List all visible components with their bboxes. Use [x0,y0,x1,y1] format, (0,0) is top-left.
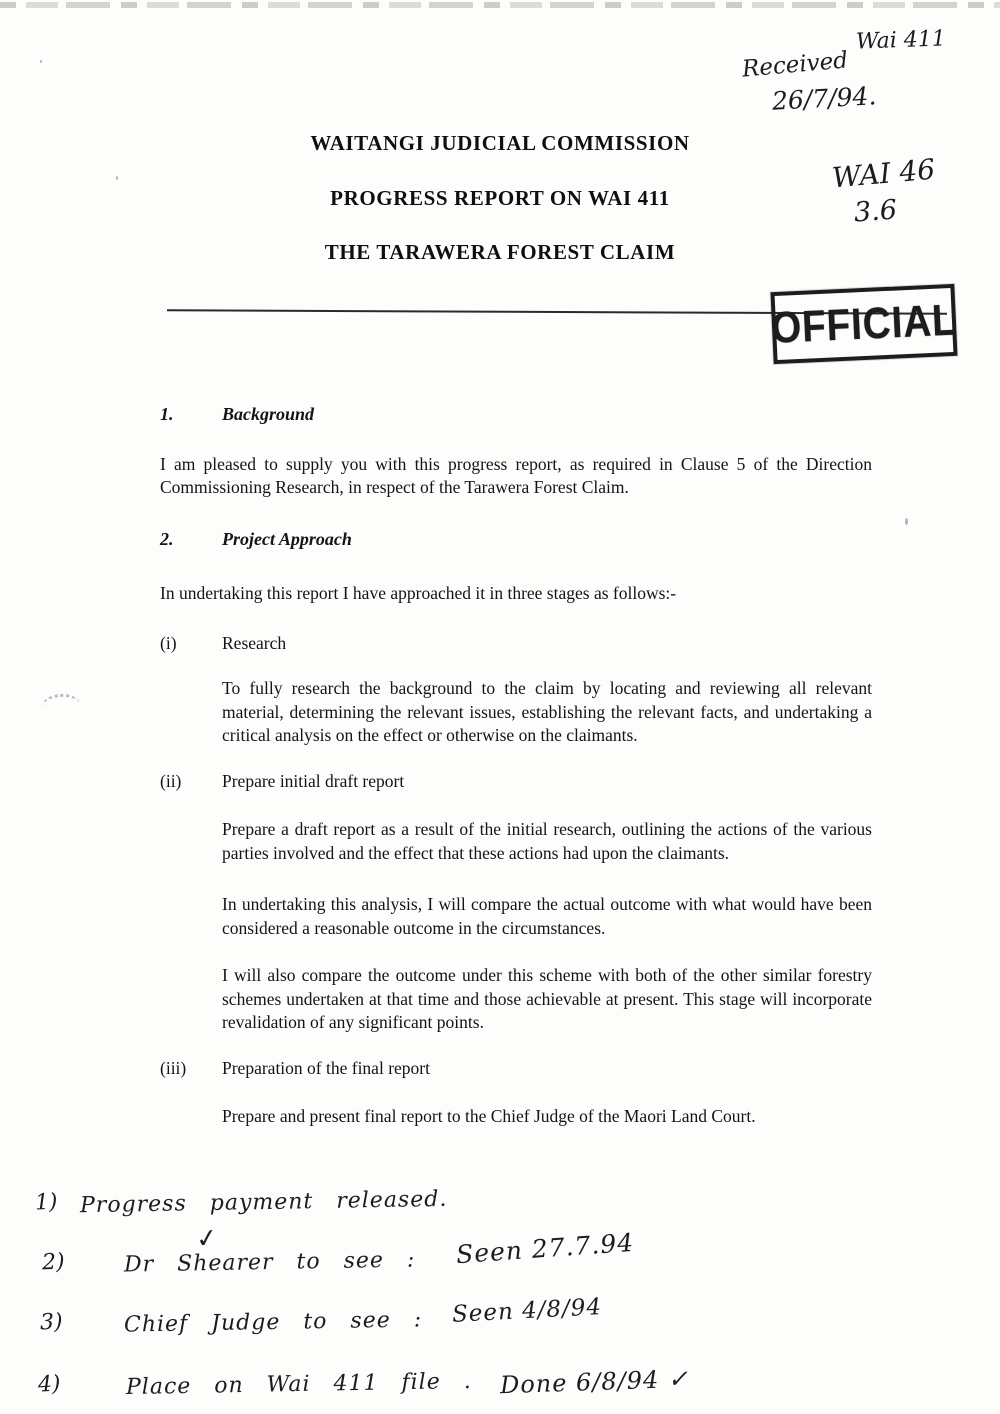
document-title-line2: PROGRESS REPORT ON WAI 411 [330,186,670,210]
section1-heading [160,403,872,427]
note2-tick: ✓ [194,1222,220,1256]
item-i-title: Research [222,632,287,653]
note2-text: Dr Shearer to see : [123,1247,416,1278]
note3-text: Chief Judge to see : [123,1307,423,1338]
note3-seen: Seen 4/8/94 [451,1294,603,1328]
section2-title: Project Approach [222,528,352,549]
handwritten-received-date: 26/7/94. [771,81,878,116]
section1-paragraph: I am pleased to supply you with this progress report, as required in Clause 5 of the Direction Commissioning Research, in respect of the Tarawera Forest Claim. [160,453,872,497]
item-iii-marker: (iii) [160,1057,187,1078]
note2-number: 2) [41,1249,66,1276]
ink-speck [116,176,118,180]
item-ii-marker: (ii) [160,770,182,791]
section2-intro: In undertaking this report I have approached it in three stages as follows:- [160,583,677,603]
section1-title: Background [222,404,315,424]
official-stamp-label: OFFICIAL [770,294,958,353]
item-ii-paragraph-1: Prepare a draft report as a result of the initial research, outlining the actions of the various parties involved and the effect that these actions had upon the claimants. [222,819,872,863]
document-title-line1: WAITANGI JUDICIAL COMMISSION [310,131,690,155]
item-iii-heading [160,1057,872,1081]
handwritten-file-ref-item: 3.6 [852,194,898,229]
item-ii-heading [160,770,872,794]
section2-number: 2. [160,528,174,549]
ink-speck [905,518,908,525]
handwritten-received-label: Received [741,47,849,83]
item-ii-paragraph-3: I will also compare the outcome under this scheme with both of the other similar forestry schemes undertaken at that time and those achievable at present. This stage will incorporate revalidation of any significant points. [222,965,872,1032]
note4-number: 4) [37,1371,62,1398]
item-iii-title: Preparation of the final report [222,1057,430,1078]
item-ii-paragraph-2: In undertaking this analysis, I will compare the actual outcome with what would have been considered a reasonable outcome in the circumstances. [222,894,872,938]
photocopy-smudge [41,693,81,719]
item-ii-title: Prepare initial draft report [222,770,405,791]
official-stamp [770,284,957,364]
ink-speck [40,60,42,63]
item-i-paragraph: To fully research the background to the claim by locating and reviewing all relevant material, determining the relevant issues, establishing the relevant facts, and undertaking a critical analysis on the effect or otherwise on the claimants. [222,678,872,745]
note4-text: Place on Wai 411 file . [125,1368,472,1401]
item-i-marker: (i) [160,632,177,653]
note1-number: 1) [34,1189,59,1216]
scanner-noise-band [0,2,1000,8]
item-i-heading [160,632,872,656]
handwritten-wai-number: Wai 411 [855,26,947,55]
document-body [160,403,872,1129]
note4-done: Done 6/8/94 ✓ [499,1364,690,1400]
note2-seen: Seen 27.7.94 [455,1227,635,1270]
section1-number: 1. [160,404,174,424]
note1-text: Progress payment released. [79,1186,448,1219]
document-title-line3: THE TARAWERA FOREST CLAIM [324,240,676,264]
handwritten-file-ref: WAI 46 [830,152,937,195]
note3-number: 3) [39,1309,64,1336]
section2-heading [160,528,872,552]
item-iii-paragraph: Prepare and present final report to the Chief Judge of the Maori Land Court. [222,1106,756,1126]
